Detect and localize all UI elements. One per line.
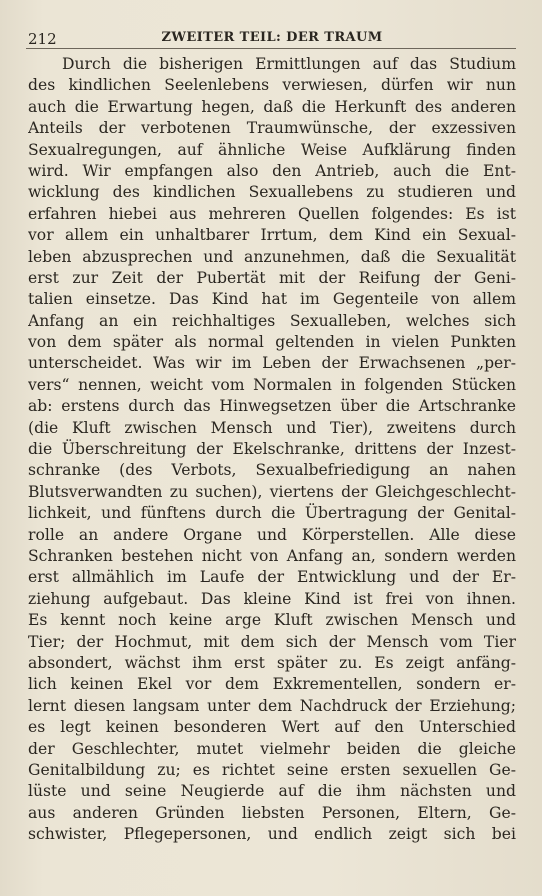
text-line: wird. Wir empfangen also den Antrieb, auch die Ent- <box>28 161 516 180</box>
text-line: Tier; der Hochmut, mit dem sich der Mensch vom Tier <box>28 632 516 651</box>
text-line: schwister, Pflegepersonen, und endlich zeigt sich bei <box>28 825 516 844</box>
text-line: Anfang an ein reichhaltiges Sexualleben, welches sich <box>28 311 516 330</box>
text-line: ziehung aufgebaut. Das kleine Kind ist frei von ihnen. <box>28 589 516 608</box>
text-line: ab: erstens durch das Hinwegsetzen über die Artschranke <box>28 397 516 416</box>
text-line: lichkeit, und fünftens durch die Übertragung der Genital- <box>28 504 516 523</box>
text-line: aus anderen Gründen liebsten Personen, Eltern, Ge- <box>28 803 516 822</box>
page-header <box>28 30 516 50</box>
text-line: Anteils der verbotenen Traumwünsche, der exzessiven <box>28 119 516 138</box>
text-line: unterscheidet. Was wir im Leben der Erwachsenen „per- <box>28 354 516 373</box>
text-line: erst allmählich im Laufe der Entwicklung und der Er- <box>28 568 516 587</box>
text-line: Schranken bestehen nicht von Anfang an, sondern werden <box>28 546 516 565</box>
text-line: der Geschlechter, mutet vielmehr beiden die gleiche <box>28 739 516 758</box>
text-line: talien einsetze. Das Kind hat im Gegenteile von allem <box>28 290 516 309</box>
text-line: Genitalbildung zu; es richtet seine ersten sexuellen Ge- <box>28 760 516 779</box>
running-head: ZWEITER TEIL: DER TRAUM <box>161 30 383 45</box>
text-line: erst zur Zeit der Pubertät mit der Reifung der Geni- <box>28 268 516 287</box>
text-line: lich keinen Ekel vor dem Exkrementellen, sondern er- <box>28 675 516 694</box>
text-line: lernt diesen langsam unter dem Nachdruck der Erziehung; <box>28 696 516 715</box>
text-line: es legt keinen besonderen Wert auf den Unterschied <box>28 718 516 737</box>
page-number: 212 <box>28 30 57 48</box>
text-line: schranke (des Verbots, Sexualbefriedigung an nahen <box>28 461 516 480</box>
text-line: absondert, wächst ihm erst später zu. Es zeigt anfäng- <box>28 653 516 672</box>
text-line: von dem später als normal geltenden in vielen Punkten <box>28 333 516 352</box>
text-line: leben abzusprechen und anzunehmen, daß die Sexualität <box>28 247 516 266</box>
text-line: auch die Erwartung hegen, daß die Herkunft des anderen <box>28 97 516 116</box>
text-line: vor allem ein unhaltbarer Irrtum, dem Kind ein Sexual- <box>28 226 516 245</box>
text-line: (die Kluft zwischen Mensch und Tier), zweitens durch <box>28 418 516 437</box>
text-line: die Überschreitung der Ekelschranke, drittens der Inzest- <box>28 440 516 459</box>
text-line: des kindlichen Seelenlebens verwiesen, dürfen wir nun <box>28 76 516 95</box>
text-line: rolle an andere Organe und Körperstellen. Alle diese <box>28 525 516 544</box>
text-line: Blutsverwandten zu suchen), viertens der Gleichgeschlecht- <box>28 482 516 501</box>
text-line: erfahren hiebei aus mehreren Quellen folgendes: Es ist <box>28 204 516 223</box>
body-text <box>28 54 516 845</box>
text-line: Sexualregungen, auf ähnliche Weise Aufklärung finden <box>28 140 516 159</box>
text-line: wicklung des kindlichen Sexuallebens zu studieren und <box>28 183 516 202</box>
text-line: Es kennt noch keine arge Kluft zwischen Mensch und <box>28 611 516 630</box>
text-line: lüste und seine Neugierde auf die ihm nächsten und <box>28 782 516 801</box>
text-line: vers“ nennen, weicht vom Normalen in folgenden Stücken <box>28 375 516 394</box>
header-rule <box>26 48 516 49</box>
text-line: Durch die bisherigen Ermittlungen auf das Studium <box>62 55 516 73</box>
